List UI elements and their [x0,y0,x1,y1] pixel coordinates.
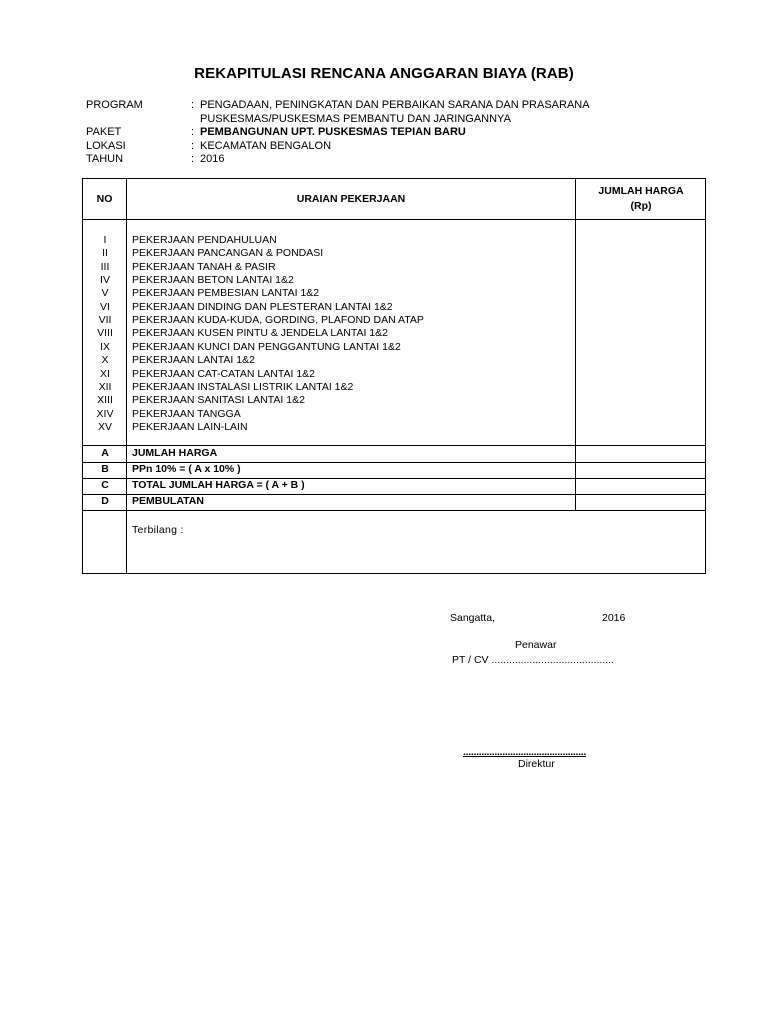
row-description: PEKERJAAN INSTALASI LISTRIK LANTAI 1&2 [132,380,354,393]
row-description: PEKERJAAN BETON LANTAI 1&2 [132,274,294,287]
summary-description: PEMBULATAN [132,495,204,507]
row-number: V [101,287,109,300]
table-row [83,247,575,260]
signature-role: Direktur [518,758,555,770]
program-value-line1: PENGADAAN, PENINGKATAN DAN PERBAIKAN SARANA DAN PRASARANA [200,99,590,111]
row-number: XIV [96,407,114,420]
summary-code: C [101,479,109,491]
row-description: PEKERJAAN DINDING DAN PLESTERAN LANTAI 1&2 [132,300,393,313]
program-row-2 [0,113,768,127]
items-list [83,234,575,439]
signature-company: PT / CV .......................................... [452,654,615,666]
summary-row-c [83,478,705,494]
summary-row-d [83,494,705,510]
paket-value: PEMBANGUNAN UPT. PUSKESMAS TEPIAN BARU [200,126,466,138]
table-row [83,381,575,394]
tahun-value: 2016 [200,153,225,165]
row-description: PEKERJAAN LANTAI 1&2 [132,354,255,367]
header-uraian: URAIAN PEKERJAAN [296,193,406,205]
row-description: PEKERJAAN KUDA-KUDA, GORDING, PLAFOND DAN ATAP [132,314,424,327]
table-row [83,341,575,354]
paket-colon: : [191,126,195,138]
lokasi-colon: : [191,139,195,152]
summary-row-b [83,462,705,478]
program-colon: : [191,99,195,111]
table-row [83,408,575,421]
program-label: PROGRAM [86,99,143,111]
table-row [83,261,575,274]
table-row [83,394,575,407]
row-number: X [101,354,109,367]
summary-row-a [83,446,705,462]
row-number: VIII [97,327,113,340]
row-description: PEKERJAAN CAT-CATAN LANTAI 1&2 [132,367,316,380]
row-d-divider [83,510,705,511]
table-row [83,274,575,287]
tahun-label: TAHUN [86,153,124,165]
signature-year: 2016 [602,612,626,624]
header-jumlah-line1: JUMLAH HARGA [598,185,684,197]
lokasi-label: LOKASI [86,139,126,152]
info-block [0,99,768,169]
tahun-colon: : [191,153,195,165]
summary-description: PPn 10% = ( A x 10% ) [132,463,241,475]
row-number: IX [100,340,110,353]
signature-place: Sangatta, [450,612,495,624]
program-row [0,99,768,113]
row-description: PEKERJAAN TANAH & PASIR [132,260,276,273]
table-row [83,368,575,381]
row-number: XI [100,367,110,380]
summary-code: D [101,495,109,507]
rab-table [82,178,706,574]
row-description: PEKERJAAN KUNCI DAN PENGGANTUNG LANTAI 1&2 [132,340,401,353]
header-divider [83,219,705,220]
row-description: PEKERJAAN PANCANGAN & PONDASI [132,247,324,260]
row-number: VI [100,300,110,313]
row-number: II [102,247,108,260]
row-number: VII [98,314,112,327]
row-number: XII [98,380,112,393]
table-row [83,234,575,247]
row-description: PEKERJAAN TANGGA [132,407,241,420]
table-row [83,327,575,340]
row-number: XV [97,420,112,433]
table-row [83,314,575,327]
terbilang-label: Terbilang : [132,524,184,536]
row-description: PEKERJAAN PENDAHULUAN [132,234,277,246]
table-row [83,301,575,314]
header-no: NO [96,193,113,205]
row-number: III [100,260,110,273]
row-description: PEKERJAAN SANITASI LANTAI 1&2 [132,394,305,407]
paket-row [0,126,768,140]
table-row [83,354,575,367]
summary-description: TOTAL JUMLAH HARGA = ( A + B ) [132,479,305,491]
summary-code: A [101,447,109,459]
row-description: PEKERJAAN PEMBESIAN LANTAI 1&2 [132,287,320,300]
program-value-line2: PUSKESMAS/PUSKESMAS PEMBANTU DAN JARINGANNYA [200,112,511,125]
table-row [83,287,575,300]
summary-code: B [101,463,109,475]
header-jumlah-line2: (Rp) [630,200,652,212]
row-description: PEKERJAAN KUSEN PINTU & JENDELA LANTAI 1&2 [132,327,388,340]
lokasi-value: KECAMATAN BENGALON [200,139,332,152]
row-number: IV [100,274,110,287]
tahun-row [0,153,768,167]
row-number: XIII [97,394,113,407]
signature-penawar: Penawar [515,639,557,651]
summary-description: JUMLAH HARGA [132,447,218,459]
signature-line: ............................................... [463,746,587,758]
row-description: PEKERJAAN LAIN-LAIN [132,420,248,433]
lokasi-row [0,140,768,154]
paket-label: PAKET [86,126,122,138]
row-number: I [103,234,107,246]
document-title: REKAPITULASI RENCANA ANGGARAN BIAYA (RAB) [194,65,574,82]
table-row [83,421,575,434]
